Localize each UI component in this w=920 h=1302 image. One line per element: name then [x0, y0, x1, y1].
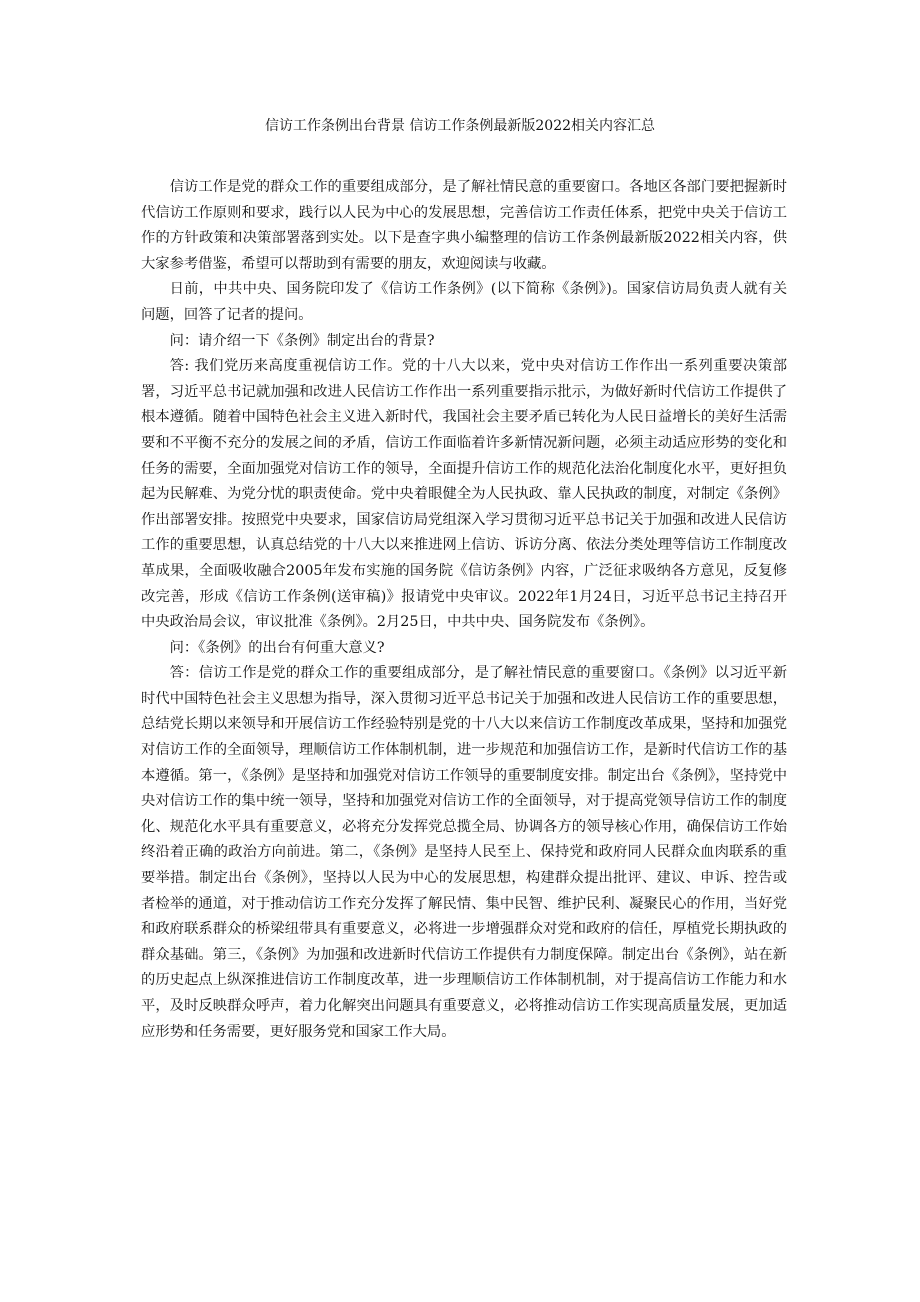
news-paragraph: 日前，中共中央、国务院印发了《信访工作条例》(以下简称《条例》)。国家信访局负责人就有关问题，回答了记者的提问。	[141, 281, 787, 323]
intro-paragraph: 信访工作是党的群众工作的重要组成部分，是了解社情民意的重要窗口。各地区各部门要把握新时代信访工作原则和要求，践行以人民为中心的发展思想，完善信访工作责任体系，把党中央关于信访工作的方针政策和决策部署落到实处。以下是查字典小编整理的信访工作条例最新版2022相关内容，供大家参考借鉴，希望可以帮助到有需要的朋友，欢迎阅读与收藏。	[141, 179, 787, 272]
answer-2: 答：信访工作是党的群众工作的重要组成部分，是了解社情民意的重要窗口。《条例》以习近平新时代中国特色社会主义思想为指导，深入贯彻习近平总书记关于加强和改进人民信访工作的重要思想，总结党长期以来领导和开展信访工作经验特别是党的十八大以来信访工作制度改革成果，坚持和加强党对信访工作的全面领导，理顺信访工作体制机制，进一步规范和加强信访工作，是新时代信访工作的基本遵循。第一，《条例》是坚持和加强党对信访工作领导的重要制度安排。制定出台《条例》，坚持党中央对信访工作的集中统一领导，坚持和加强党对信访工作的全面领导，对于提高党领导信访工作的制度化、规范化水平具有重要意义，必将充分发挥党总揽全局、协调各方的领导核心作用，确保信访工作始终沿着正确的政治方向前进。第二，《条例》是坚持人民至上、保持党和政府同人民群众血肉联系的重要举措。制定出台《条例》，坚持以人民为中心的发展思想，构建群众提出批评、建议、申诉、控告或者检举的通道，对于推动信访工作充分发挥了解民情、集中民智、维护民利、凝聚民心的作用，当好党和政府联系群众的桥梁纽带具有重要意义，必将进一步增强群众对党和政府的信任，厚植党长期执政的群众基础。第三，《条例》为加强和改进新时代信访工作提供有力制度保障。制定出台《条例》，站在新的历史起点上纵深推进信访工作制度改革，进一步理顺信访工作体制机制，对于提高信访工作能力和水平，及时反映群众呼声，着力化解突出问题具有重要意义，必将推动信访工作实现高质量发展，更加适应形势和任务需要，更好服务党和国家工作大局。	[141, 665, 787, 1040]
question-1: 问：请介绍一下《条例》制定出台的背景?	[169, 332, 435, 349]
document-body	[141, 175, 787, 1045]
question-2: 问：《条例》的出台有何重大意义?	[169, 639, 385, 656]
document-title: 信访工作条例出台背景 信访工作条例最新版2022相关内容汇总	[264, 118, 656, 134]
answer-1: 答: 我们党历来高度重视信访工作。党的十八大以来，党中央对信访工作作出一系列重要决策部署，习近平总书记就加强和改进人民信访工作作出一系列重要指示批示，为做好新时代信访工作提供了根本遵循。随着中国特色社会主义进入新时代，我国社会主要矛盾已转化为人民日益增长的美好生活需要和不平衡不充分的发展之间的矛盾，信访工作面临着许多新情况新问题，必须主动适应形势的变化和任务的需要，全面加强党对信访工作的领导，全面提升信访工作的规范化法治化制度化水平，更好担负起为民解难、为党分忧的职责使命。党中央着眼健全为人民执政、靠人民执政的制度，对制定《条例》作出部署安排。按照党中央要求，国家信访局党组深入学习贯彻习近平总书记关于加强和改进人民信访工作的重要思想，认真总结党的十八大以来推进网上信访、诉访分离、依法分类处理等信访工作制度改革成果，全面吸收融合2005年发布实施的国务院《信访条例》内容，广泛征求吸纳各方意见，反复修改完善，形成《信访工作条例(送审稿)》报请党中央审议。2022年1月24日，习近平总书记主持召开中央政治局会议，审议批准《条例》。2月25日，中共中央、国务院发布《条例》。	[141, 358, 787, 631]
